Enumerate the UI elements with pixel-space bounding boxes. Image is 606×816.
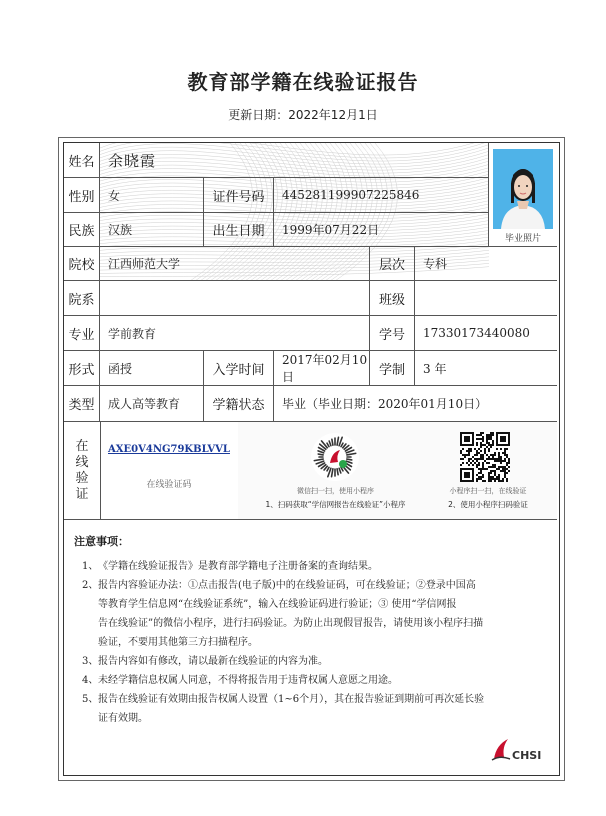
note-line bbox=[82, 652, 542, 671]
note-text: 《学籍在线验证报告》是教育部学籍电子注册备案的查询结果。 bbox=[98, 561, 378, 572]
note-text: 告在线验证”的微信小程序，进行扫码验证。为防止出现假冒报告，请使用该小程序扫描 bbox=[98, 618, 484, 629]
label-major: 专业 bbox=[64, 316, 100, 351]
label-school: 院校 bbox=[64, 247, 100, 281]
value-name: 余晓霞 bbox=[100, 143, 489, 178]
note-text: 等教育学生信息网“在线验证系统”，输入在线验证码进行验证；③ 使用“学信网报 bbox=[98, 599, 457, 610]
photo-label: 毕业照片 bbox=[504, 234, 541, 244]
note-line bbox=[82, 690, 542, 709]
online-verification bbox=[64, 422, 557, 520]
qr-code-icon[interactable] bbox=[460, 432, 510, 482]
label-birth: 出生日期 bbox=[204, 213, 274, 247]
value-enroll: 2017年02月10日 bbox=[274, 351, 370, 386]
qr2-caption: 小程序扫一扫，在线验证 bbox=[449, 487, 527, 495]
verify-char-3: 验 bbox=[75, 470, 89, 486]
report-frame bbox=[58, 137, 565, 781]
chsi-logo-text: CHSI bbox=[512, 749, 542, 762]
verification-code-area bbox=[100, 422, 239, 519]
note-line bbox=[82, 671, 542, 690]
label-id-number: 证件号码 bbox=[204, 178, 274, 213]
note-number: 3、 bbox=[82, 656, 99, 667]
qr-area bbox=[238, 422, 557, 519]
value-ethnicity: 汉族 bbox=[100, 213, 204, 247]
info-table bbox=[64, 143, 557, 422]
note-number: 4、 bbox=[82, 675, 99, 686]
label-student-no: 学号 bbox=[370, 316, 415, 351]
report-inner-border bbox=[63, 142, 560, 776]
value-type: 成人高等教育 bbox=[100, 386, 204, 422]
value-id-number: 445281199907225846 bbox=[274, 178, 489, 213]
label-gender: 性别 bbox=[64, 178, 100, 213]
label-enroll: 入学时间 bbox=[204, 351, 274, 386]
note-line bbox=[82, 557, 542, 576]
value-major: 学前教育 bbox=[100, 316, 370, 351]
label-name: 姓名 bbox=[64, 143, 100, 178]
note-line bbox=[82, 709, 558, 728]
value-level: 专科 bbox=[415, 247, 557, 281]
note-text: 报告内容如有修改，请以最新在线验证的内容为准。 bbox=[98, 656, 328, 667]
label-class: 班级 bbox=[370, 281, 415, 316]
note-text: 报告内容验证办法：①点击报告(电子版)中的在线验证码，可在线验证；②登录中国高 bbox=[98, 580, 476, 591]
qr1-caption: 微信扫一扫，使用小程序 bbox=[297, 487, 374, 495]
value-form: 函授 bbox=[100, 351, 204, 386]
label-duration: 学制 bbox=[370, 351, 415, 386]
value-duration: 3 年 bbox=[415, 351, 557, 386]
note-line bbox=[82, 595, 558, 614]
value-class bbox=[415, 281, 557, 316]
verify-char-4: 证 bbox=[75, 486, 89, 502]
student-photo bbox=[493, 149, 553, 229]
qr2-step: 2、使用小程序扫码验证 bbox=[448, 500, 528, 509]
label-online-verify bbox=[64, 422, 101, 519]
note-number: 5、 bbox=[82, 694, 99, 705]
verify-char-1: 在 bbox=[75, 438, 89, 454]
label-ethnicity: 民族 bbox=[64, 213, 100, 247]
value-department bbox=[100, 281, 370, 316]
verification-code-link[interactable]: AXE0V4NG79KBLVVL bbox=[108, 444, 230, 455]
note-number: 2、 bbox=[82, 580, 99, 591]
chsi-logo-icon bbox=[490, 735, 512, 761]
verify-char-2: 线 bbox=[75, 454, 89, 470]
value-school: 江西师范大学 bbox=[100, 247, 370, 281]
portrait-image bbox=[493, 149, 553, 229]
note-number: 1、 bbox=[82, 561, 99, 572]
note-line bbox=[82, 576, 542, 595]
qr1-step: 1、扫码获取“学信网报告在线验证”小程序 bbox=[265, 500, 406, 509]
label-department: 院系 bbox=[64, 281, 100, 316]
report-title: 教育部学籍在线验证报告 bbox=[187, 70, 419, 94]
note-text: 报告在线验证有效期由报告权属人设置（1~6个月），其在报告验证到期前可再次延长验 bbox=[98, 694, 485, 705]
value-gender: 女 bbox=[100, 178, 204, 213]
note-text: 未经学籍信息权属人同意，不得将报告用于违背权属人意愿之用途。 bbox=[98, 675, 398, 686]
label-status: 学籍状态 bbox=[204, 386, 274, 422]
value-birth: 1999年07月22日 bbox=[274, 213, 489, 247]
note-line bbox=[82, 614, 558, 633]
note-line bbox=[82, 633, 558, 652]
verification-code-caption: 在线验证码 bbox=[146, 480, 192, 490]
value-status: 毕业（毕业日期：2020年01月10日） bbox=[274, 386, 557, 422]
value-student-no: 17330173440080 bbox=[415, 316, 557, 351]
update-date: 更新日期：2022年12月1日 bbox=[228, 108, 378, 122]
label-type: 类型 bbox=[64, 386, 100, 422]
label-form: 形式 bbox=[64, 351, 100, 386]
photo-cell bbox=[489, 143, 557, 247]
mini-program-code-icon[interactable] bbox=[310, 432, 360, 482]
notes-title: 注意事项： bbox=[74, 535, 129, 548]
label-level: 层次 bbox=[370, 247, 415, 281]
note-text: 证有效期。 bbox=[98, 713, 148, 724]
note-text: 验证，不要用其他第三方扫描程序。 bbox=[98, 637, 258, 648]
